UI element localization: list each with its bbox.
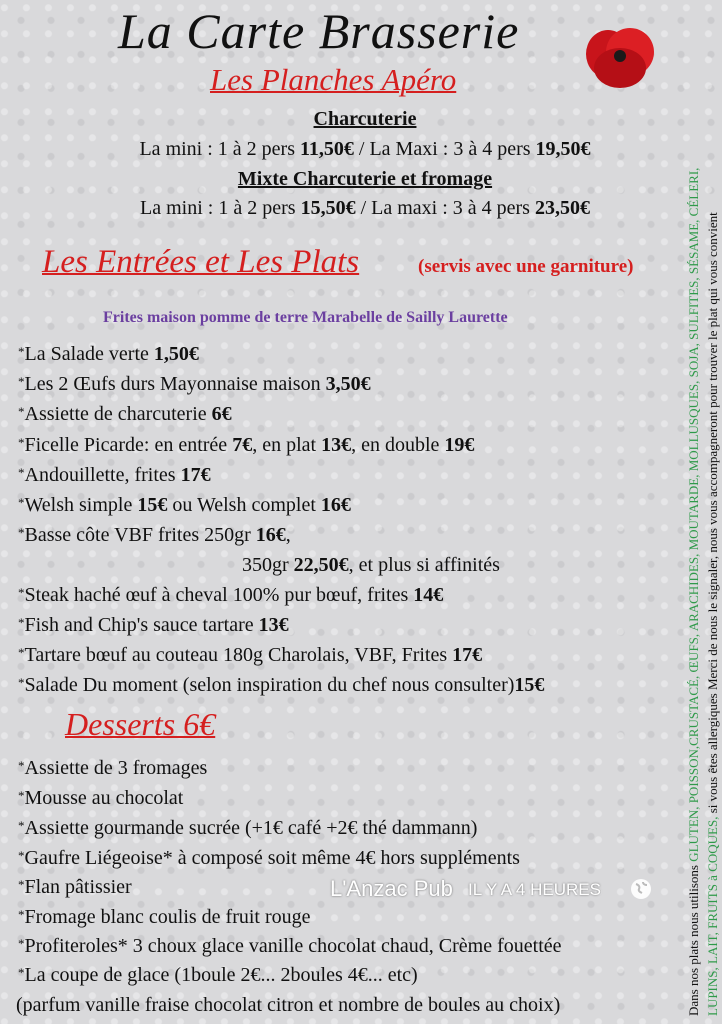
asterisk: * [18,465,25,480]
price: 19,50€ [535,138,591,160]
item-price: 1,50€ [153,343,199,365]
asterisk: * [18,907,25,922]
menu-item [18,644,482,667]
menu-item [18,373,371,396]
asterisk: * [18,615,25,630]
item-price: 19€ [444,434,475,456]
dessert-text: Assiette de 3 fromages [24,757,208,779]
item-text: Fish and Chip's sauce tartare [24,614,259,636]
poppy-flower-icon [584,24,656,90]
dessert-item [18,964,418,987]
menu-item [18,434,474,457]
item-price: 17€ [452,644,483,666]
item-price: 7€ [232,434,253,456]
asterisk: * [18,344,25,359]
dessert-text: La coupe de glace (1boule 2€... 2boules 4€... etc) [24,964,418,986]
post-author[interactable]: L'Anzac Pub [330,876,453,901]
mixte-prices [0,197,722,220]
dessert-text: (parfum vanille fraise chocolat citron et nombre de boules au choix) [16,994,561,1016]
dessert-text: Profiteroles* 3 choux glace vanille chocolat chaud, Crème fouettée [24,935,562,957]
asterisk: * [18,404,25,419]
planches-apero-heading: Les Planches Apéro [210,62,457,97]
menu-item [242,554,500,577]
menu-item [18,464,211,487]
dessert-item [18,906,311,929]
price-label: La mini : 1 à 2 pers [140,197,301,219]
charcuterie-heading: Charcuterie [313,108,417,130]
price-label: / La maxi : 3 à 4 pers [355,197,535,219]
item-text: Les 2 Œufs durs Mayonnaise maison [24,373,326,395]
asterisk: * [18,965,25,980]
item-price: 15€ [137,494,168,516]
globe-icon [630,878,652,900]
asterisk: * [18,525,25,540]
dessert-item [18,757,207,780]
asterisk: * [18,788,25,803]
allergen-text: Dans nos plats nous utilisons [686,861,701,1016]
item-price: 13€ [258,614,289,636]
price: 15,50€ [300,197,356,219]
allergen-list: GLUTEN, POISSON,CRUSTACÉ, ŒUFS, ARACHIDES, MOUTARDE, MOLLUSQUES, SOJA, SULFITES, SÉSAME, CÉLERI, [686,167,701,862]
item-text: Salade Du moment (selon inspiration du chef nous consulter) [24,674,515,696]
mixte-heading: Mixte Charcuterie et fromage [237,168,493,190]
asterisk: * [18,818,25,833]
entrees-plats-heading: Les Entrées et Les Plats [42,244,360,280]
price: 11,50€ [300,138,354,160]
asterisk: * [18,585,25,600]
dessert-item [18,787,183,810]
dessert-text: Mousse au chocolat [24,787,184,809]
post-time: IL Y A 4 HEURES [468,880,601,899]
price-label: La mini : 1 à 2 pers [139,138,300,160]
asterisk: * [18,877,25,892]
item-text: Basse côte VBF frites 250gr [24,524,256,546]
item-text: , en double [351,434,445,456]
item-text: Ficelle Picarde: en entrée [24,434,233,456]
item-price: 17€ [180,464,211,486]
asterisk: * [18,675,25,690]
charcuterie-prices [0,138,722,161]
frites-note: Frites maison pomme de terre Marabelle de Sailly Laurette [103,309,508,326]
item-text: Steak haché œuf à cheval 100% pur bœuf, frites [24,584,414,606]
asterisk: * [18,435,25,450]
item-text: Welsh simple [24,494,138,516]
item-text: , en plat [252,434,322,456]
allergen-notice [684,6,722,1016]
allergen-text: si vous êtes allergiques Merci de nous le signaler, nous vous accompagneront pour trouver le plat qui vous convient [705,212,720,817]
menu-item [18,524,291,547]
menu-item [18,343,199,366]
menu-item [18,403,232,426]
item-price: 16€ [255,524,286,546]
dessert-text: Flan pâtissier [24,876,132,898]
dessert-item [18,876,132,899]
price: 23,50€ [534,197,590,219]
dessert-text: Assiette gourmande sucrée (+1€ café +2€ thé dammann) [24,817,478,839]
asterisk: * [18,374,25,389]
item-text: ou Welsh complet [167,494,321,516]
dessert-item [16,994,560,1017]
asterisk: * [18,936,25,951]
item-text: , [285,524,291,546]
item-price: 22,50€ [293,554,349,576]
item-text: , et plus si affinités [348,554,500,576]
allergen-line-2 [703,6,722,1016]
item-text: Andouillette, frites [24,464,181,486]
allergen-list: LUPINS, LAIT, FRUITS à COQUES, [705,816,720,1016]
garniture-note: (servis avec une garniture) [418,256,634,277]
item-price: 6€ [211,403,232,425]
item-price: 16€ [320,494,351,516]
asterisk: * [18,848,25,863]
dessert-text: Gaufre Liégeoise* à composé soit même 4€ hors suppléments [24,847,520,869]
dessert-text: Fromage blanc coulis de fruit rouge [24,906,311,928]
menu-item [18,494,351,517]
dessert-item [18,847,520,870]
allergen-line-1 [684,6,703,1016]
asterisk: * [18,495,25,510]
item-text: Assiette de charcuterie [24,403,212,425]
item-text: La Salade verte [24,343,154,365]
menu-item [18,584,443,607]
menu-title: La Carte Brasserie [118,3,520,59]
menu-item [18,674,544,697]
item-price: 13€ [321,434,352,456]
item-text: 350gr [242,554,294,576]
item-price: 3,50€ [325,373,371,395]
asterisk: * [18,758,25,773]
item-price: 15€ [514,674,545,696]
item-text: Tartare bœuf au couteau 180g Charolais, VBF, Frites [24,644,453,666]
menu-item [18,614,289,637]
item-price: 14€ [413,584,444,606]
dessert-item [18,935,562,958]
dessert-item [18,817,477,840]
desserts-heading: Desserts 6€ [65,706,216,742]
asterisk: * [18,645,25,660]
price-label: / La Maxi : 3 à 4 pers [353,138,536,160]
